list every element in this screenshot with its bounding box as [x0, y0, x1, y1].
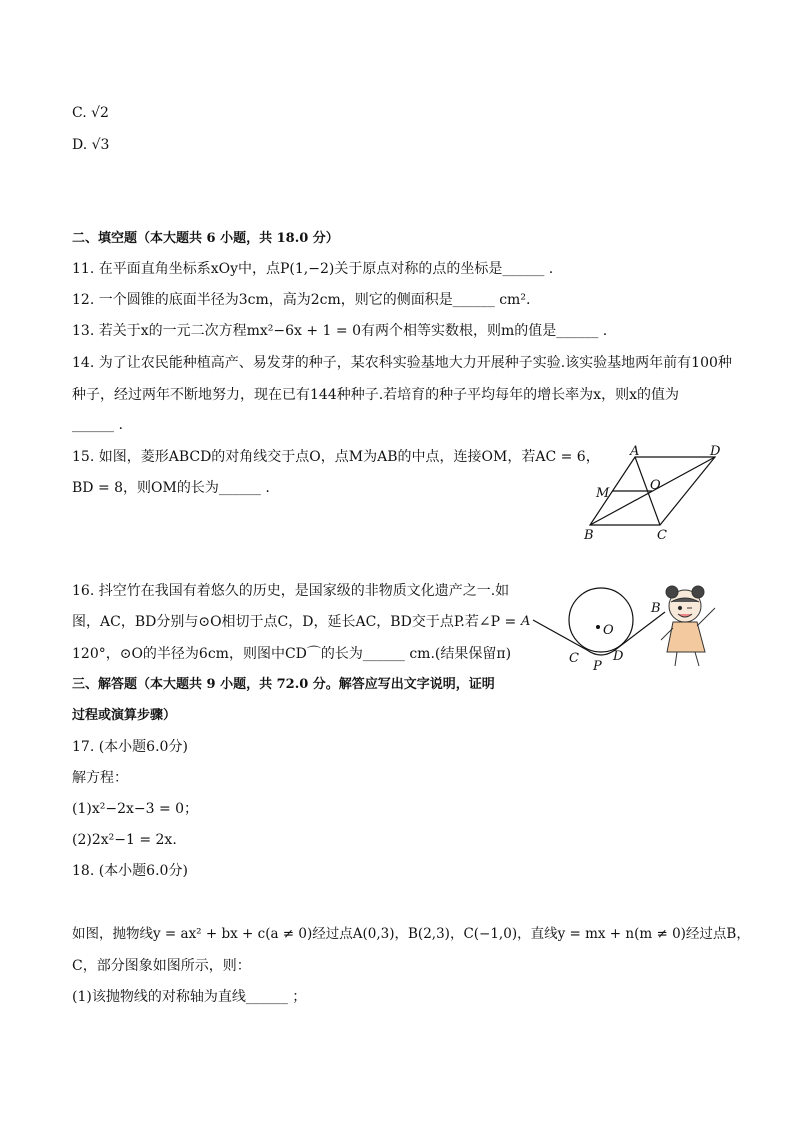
section3-heading-line2: 过程或演算步骤） [72, 708, 177, 723]
question-16-line1: 16. 抖空竹在我国有着悠久的历史，是国家级的非物质文化遗产之一.如 [72, 583, 510, 599]
label-d: D [710, 445, 721, 459]
question-17-part2: (2)2x²−1 = 2x. [72, 832, 177, 848]
question-18-line1: 如图，抛物线y = ax² + bx + c(a ≠ 0)经过点A(0,3)，B(2,3)，C(−1,0)，直线y = mx + n(m ≠ 0)经过点B， [72, 926, 750, 942]
question-15-line1: 15. 如图，菱形ABCD的对角线交于点O，点M为AB的中点，连接OM，若AC = 6， [72, 449, 600, 465]
label-c: C [569, 651, 579, 666]
question-18-part1: (1)该抛物线的对称轴为直线______ ； [72, 989, 307, 1005]
label-a: A [521, 614, 531, 629]
question-14-line3: ______ . [72, 417, 123, 433]
label-o: O [650, 478, 661, 493]
question-18-title: 18. (本小题6.0分) [72, 863, 188, 879]
question-13: 13. 若关于x的一元二次方程mx²−6x + 1 = 0有两个相等实数根，则m的值是______ . [72, 323, 608, 339]
cartoon-child [661, 586, 715, 666]
question-14-line2: 种子，经过两年不断地努力，现在已有144种种子.若培育的种子平均每年的增长率为x，则x的值为 [72, 387, 679, 403]
label-c: C [657, 528, 667, 543]
question-12: 12. 一个圆锥的底面半径为3cm，高为2cm，则它的侧面积是______ cm². [72, 292, 531, 308]
tangent-bd [615, 612, 665, 650]
label-b: B [584, 528, 594, 543]
question-18-line2: C，部分图象如图所示，则： [72, 958, 251, 974]
question-16-line3: 120°，⊙O的半径为6cm，则图中CD⌒的长为______ cm.(结果保留π) [72, 646, 512, 662]
question-17-title: 17. (本小题6.0分) [72, 739, 188, 755]
question-14-line1: 14. 为了让农民能种植高产、易发芽的种子，某农科实验基地大力开展种子实验.该实验基地两年前有100种 [72, 355, 732, 371]
question-15-line2: BD = 8，则OM的长为______ . [72, 480, 270, 496]
label-b: B [651, 601, 661, 616]
section3-heading-line1: 三、解答题（本大题共 9 小题，共 72.0 分。解答应写出文字说明，证明 [72, 677, 495, 692]
label-o: O [603, 623, 614, 638]
question-17-intro: 解方程： [72, 770, 128, 786]
center-dot [596, 625, 600, 629]
section2-heading: 二、填空题（本大题共 6 小题，共 18.0 分） [72, 231, 339, 246]
circle-o [569, 588, 633, 652]
option-d: D. √3 [72, 137, 110, 153]
diabolo-figure [515, 580, 730, 675]
tangent-ac [533, 620, 587, 650]
question-16-line2: 图，AC，BD分别与⊙O相切于点C，D，延长AC，BD交于点P.若∠P = [72, 614, 517, 630]
rhombus-figure [580, 445, 730, 545]
question-17-part1: (1)x²−2x−3 = 0； [72, 801, 199, 817]
label-a: A [630, 445, 640, 459]
option-c: C. √2 [72, 105, 109, 121]
label-m: M [596, 486, 610, 501]
label-p: P [593, 659, 602, 674]
label-d: D [613, 649, 624, 664]
question-11: 11. 在平面直角坐标系xOy中，点P(1,−2)关于原点对称的点的坐标是______ . [72, 261, 554, 277]
